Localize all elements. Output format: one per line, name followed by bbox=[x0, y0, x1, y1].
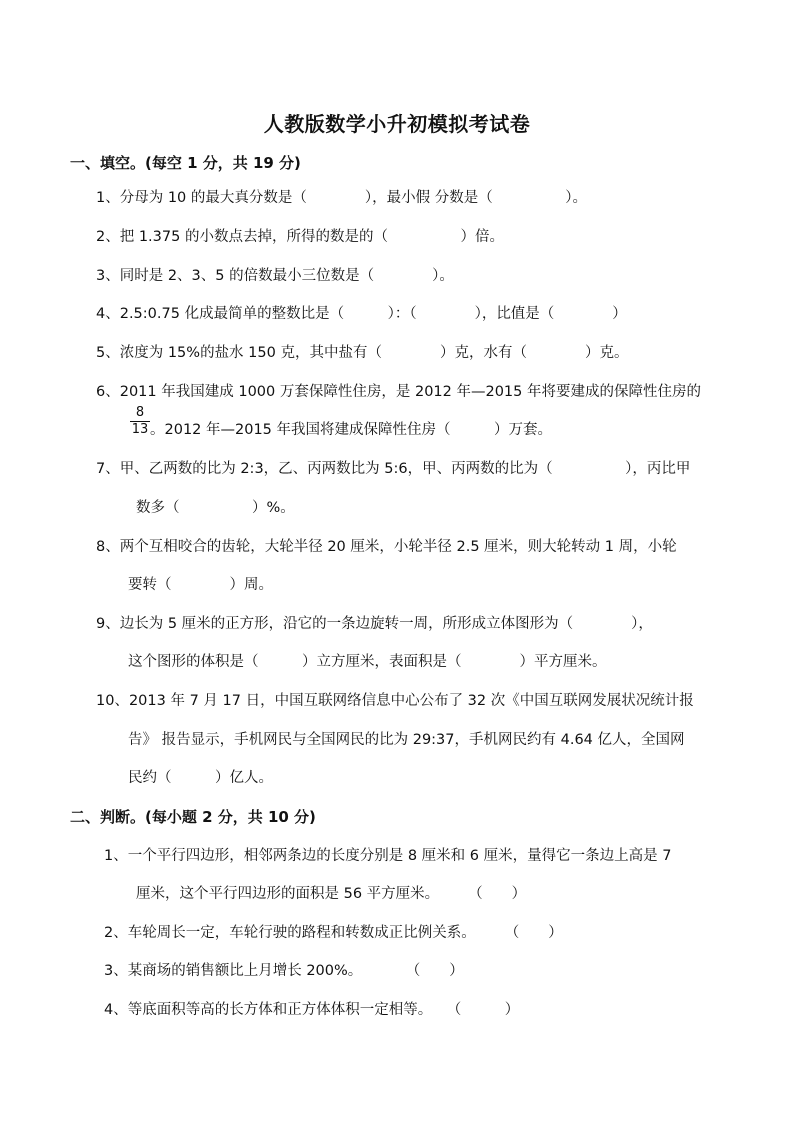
section-1-heading: 一、填空。(每空 1 分，共 19 分) bbox=[70, 154, 301, 172]
question-8-line-1: 8、两个互相咬合的齿轮，大轮半径 20 厘米，小轮半径 2.5 厘米，则大轮转动 1 周，小轮 bbox=[96, 539, 677, 555]
question-1: 1、分母为 10 的最大真分数是（ ），最小假 分数是（ ）。 bbox=[96, 190, 588, 206]
question-10-line-3: 民约（ ）亿人。 bbox=[128, 770, 273, 786]
question-6-line-2: 。2012 年—2015 年我国将建成保障性住房（ ）万套。 bbox=[150, 422, 553, 438]
question-9-line-2: 这个图形的体积是（ ）立方厘米，表面积是（ ）平方厘米。 bbox=[128, 654, 607, 670]
question-10-line-2: 告》 报告显示，手机网民与全国网民的比为 29:37，手机网民约有 4.64 亿人，全国网 bbox=[128, 732, 685, 748]
judgement-4: 4、等底面积等高的长方体和正方体体积一定相等。 （ ） bbox=[104, 1002, 520, 1018]
fraction-denominator: 13 bbox=[131, 422, 149, 437]
question-4: 4、2.5:0.75 化成最简单的整数比是（ ）：（ ），比值是（ ） bbox=[96, 306, 627, 322]
question-10-line-1: 10、2013 年 7 月 17 日，中国互联网络信息中心公布了 32 次《中国互联网发展状况统计报 bbox=[96, 693, 694, 709]
section-2-heading: 二、判断。(每小题 2 分，共 10 分) bbox=[70, 808, 316, 826]
judgement-3: 3、某商场的销售额比上月增长 200%。 （ ） bbox=[104, 963, 464, 979]
question-7-line-1: 7、甲、乙两数的比为 2:3，乙、丙两数比为 5:6，甲、丙两数的比为（ ），丙比甲 bbox=[96, 461, 691, 477]
question-3: 3、同时是 2、3、5 的倍数最小三位数是（ ）。 bbox=[96, 268, 454, 284]
judgement-2: 2、车轮周长一定，车轮行驶的路程和转数成正比例关系。 （ ） bbox=[104, 925, 563, 941]
question-5: 5、浓度为 15%的盐水 150 克，其中盐有（ ）克，水有（ ）克。 bbox=[96, 345, 629, 361]
question-2: 2、把 1.375 的小数点去掉，所得的数是的（ ）倍。 bbox=[96, 229, 504, 245]
question-6-line-1: 6、2011 年我国建成 1000 万套保障性住房，是 2012 年—2015 年将要建成的保障性住房的 bbox=[96, 384, 701, 400]
question-7-line-2: 数多（ ）%。 bbox=[136, 500, 295, 516]
fraction-numerator: 8 bbox=[130, 405, 150, 422]
judgement-1-line-1: 1、一个平行四边形，相邻两条边的长度分别是 8 厘米和 6 厘米，量得它一条边上高是 7 bbox=[104, 848, 672, 864]
question-9-line-1: 9、边长为 5 厘米的正方形，沿它的一条边旋转一周，所形成立体图形为（ ）， bbox=[96, 616, 653, 632]
fraction-8-13 bbox=[130, 405, 150, 438]
judgement-1-line-2: 厘米，这个平行四边形的面积是 56 平方厘米。 （ ） bbox=[136, 886, 527, 902]
exam-title: 人教版数学小升初模拟考试卷 bbox=[263, 112, 531, 136]
question-8-line-2: 要转（ ）周。 bbox=[128, 577, 273, 593]
